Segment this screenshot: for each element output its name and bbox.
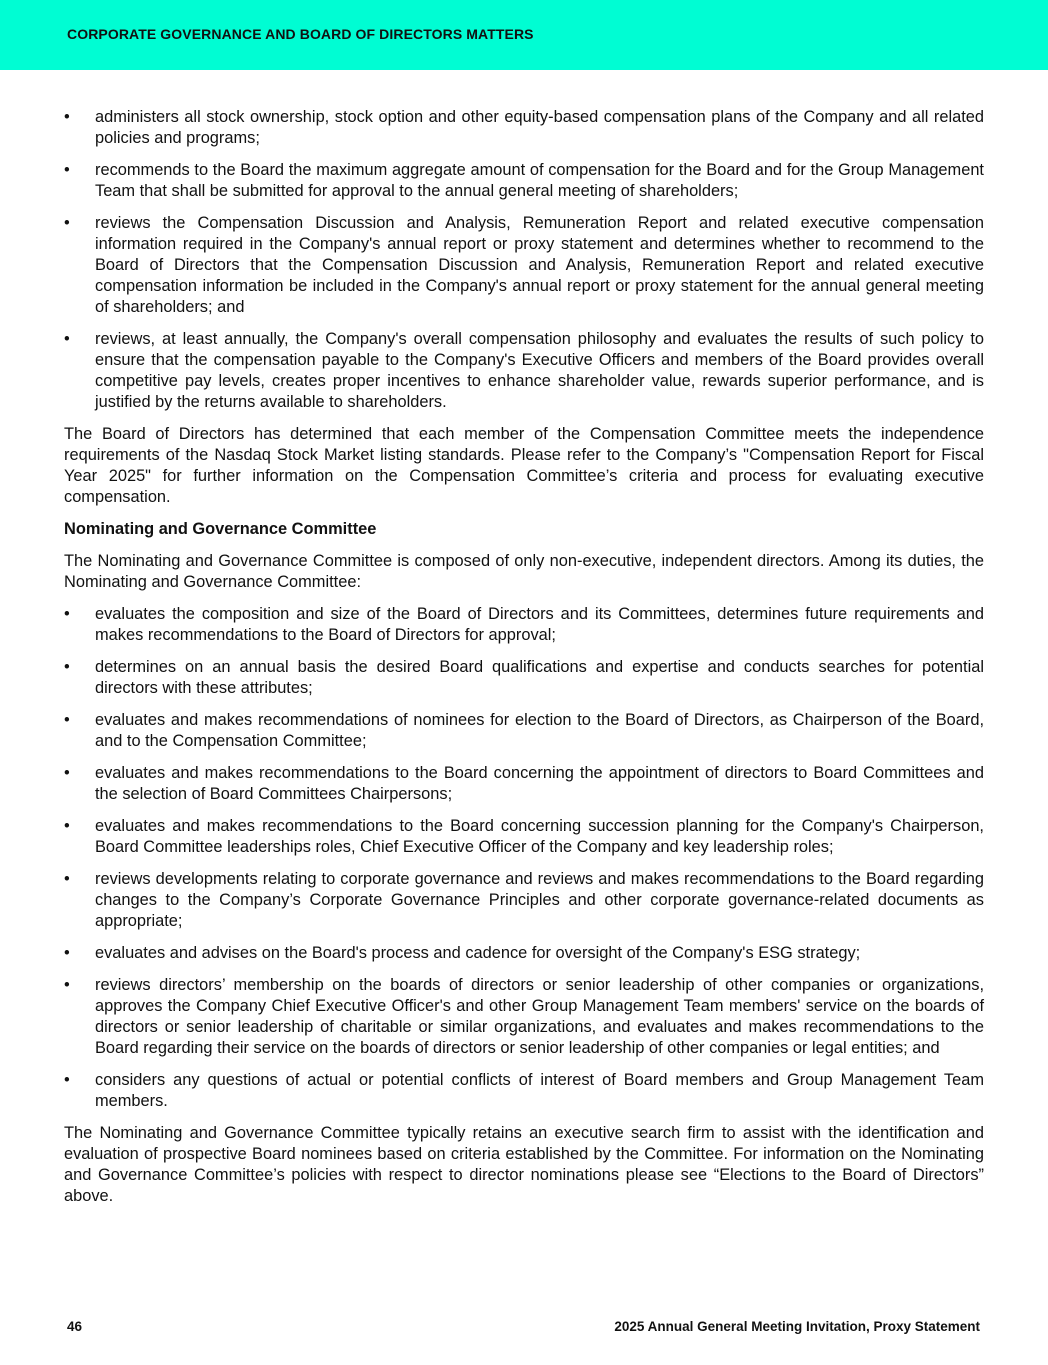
- list-item-text: determines on an annual basis the desired Board qualifications and expertise and conducts searches for potential directors with these attributes;: [95, 658, 984, 697]
- list-item: [64, 710, 984, 752]
- list-item-text: administers all stock ownership, stock option and other equity-based compensation plans of the Company and all related policies and programs;: [95, 108, 984, 147]
- list-item-text: reviews directors’ membership on the boards of directors or senior leadership of other companies or organizations, approves the Company Chief Executive Officer's and other Group Management Team members' service on the boards of directors or senior leadership of charitable or similar organizations, and evaluates and makes recommendations to the Board regarding their service on the boards of directors or senior leadership of other companies or legal entities; and: [95, 976, 984, 1057]
- bullet-icon: •: [64, 330, 70, 348]
- bullet-icon: •: [64, 1071, 70, 1089]
- list-item-text: evaluates and makes recommendations to the Board concerning the appointment of directors to Board Committees and the selection of Board Committees Chairpersons;: [95, 764, 984, 803]
- nominating-intro-paragraph: The Nominating and Governance Committee is composed of only non-executive, independent directors. Among its duties, the Nominating and Governance Committee:: [64, 552, 984, 591]
- list-item-text: recommends to the Board the maximum aggregate amount of compensation for the Board and for the Group Management Team that shall be submitted for approval to the annual general meeting of shareholders;: [95, 161, 984, 200]
- independence-paragraph: The Board of Directors has determined that each member of the Compensation Committee meets the independence requirements of the Nasdaq Stock Market listing standards. Please refer to the Company’s "Compensation Report for Fiscal Year 2025" for further information on the Compensation Committee’s criteria and process for evaluating executive compensation.: [64, 425, 984, 506]
- bullet-icon: •: [64, 711, 70, 729]
- list-item: [64, 329, 984, 413]
- list-item: [64, 943, 984, 964]
- list-item: [64, 604, 984, 646]
- bullet-icon: •: [64, 764, 70, 782]
- bullet-icon: •: [64, 658, 70, 676]
- list-item-text: reviews, at least annually, the Company's overall compensation philosophy and evaluates the results of such policy to ensure that the compensation payable to the Company's Executive Officers and members of the Board provides overall competitive pay levels, creates proper incentives to enhance shareholder value, rewards superior performance, and is justified by the returns available to shareholders.: [95, 330, 984, 411]
- list-item: [64, 657, 984, 699]
- bullet-icon: •: [64, 161, 70, 179]
- bullet-icon: •: [64, 817, 70, 835]
- list-item: [64, 816, 984, 858]
- list-item-text: evaluates and advises on the Board's process and cadence for oversight of the Company's ESG strategy;: [95, 944, 861, 962]
- bullet-icon: •: [64, 605, 70, 623]
- footer-document-title: 2025 Annual General Meeting Invitation, Proxy Statement: [614, 1319, 980, 1334]
- nominating-committee-heading: Nominating and Governance Committee: [64, 520, 377, 538]
- section-title: CORPORATE GOVERNANCE AND BOARD OF DIRECTORS MATTERS: [67, 26, 534, 42]
- bullet-icon: •: [64, 870, 70, 888]
- list-item: [64, 213, 984, 318]
- list-item-text: considers any questions of actual or potential conflicts of interest of Board members and Group Management Team members.: [95, 1071, 984, 1110]
- list-item-text: reviews developments relating to corporate governance and reviews and makes recommendations to the Board regarding changes to the Company’s Corporate Governance Principles and other corporate governance-related documents as appropriate;: [95, 870, 984, 930]
- list-item: [64, 975, 984, 1059]
- page-number: 46: [67, 1319, 83, 1334]
- list-item: [64, 160, 984, 202]
- page-body: [64, 107, 984, 1218]
- header-band: [0, 0, 1048, 70]
- list-item: [64, 869, 984, 932]
- list-item: [64, 107, 984, 149]
- list-item: [64, 763, 984, 805]
- list-item-text: reviews the Compensation Discussion and Analysis, Remuneration Report and related executive compensation information required in the Company's annual report or proxy statement and determines whether to recommend to the Board of Directors that the Compensation Discussion and Analysis, Remuneration Report and related executive compensation information be included in the Company's annual report or proxy statement for the annual general meeting of shareholders; and: [95, 214, 984, 316]
- list-item-text: evaluates and makes recommendations of nominees for election to the Board of Directors, as Chairperson of the Board, and to the Compensation Committee;: [95, 711, 984, 750]
- list-item-text: evaluates and makes recommendations to the Board concerning succession planning for the Company's Chairperson, Board Committee leaderships roles, Chief Executive Officer of the Company and key leadership roles;: [95, 817, 984, 856]
- bullet-icon: •: [64, 108, 70, 126]
- nominating-closing-paragraph: The Nominating and Governance Committee typically retains an executive search firm to assist with the identification and evaluation of prospective Board nominees based on criteria established by the Committee. For information on the Nominating and Governance Committee’s policies with respect to director nominations please see “Elections to the Board of Directors” above.: [64, 1124, 984, 1205]
- bullet-icon: •: [64, 976, 70, 994]
- list-item-text: evaluates the composition and size of the Board of Directors and its Committees, determines future requirements and makes recommendations to the Board of Directors for approval;: [95, 605, 984, 644]
- list-item: [64, 1070, 984, 1112]
- bullet-icon: •: [64, 944, 70, 962]
- bullet-icon: •: [64, 214, 70, 232]
